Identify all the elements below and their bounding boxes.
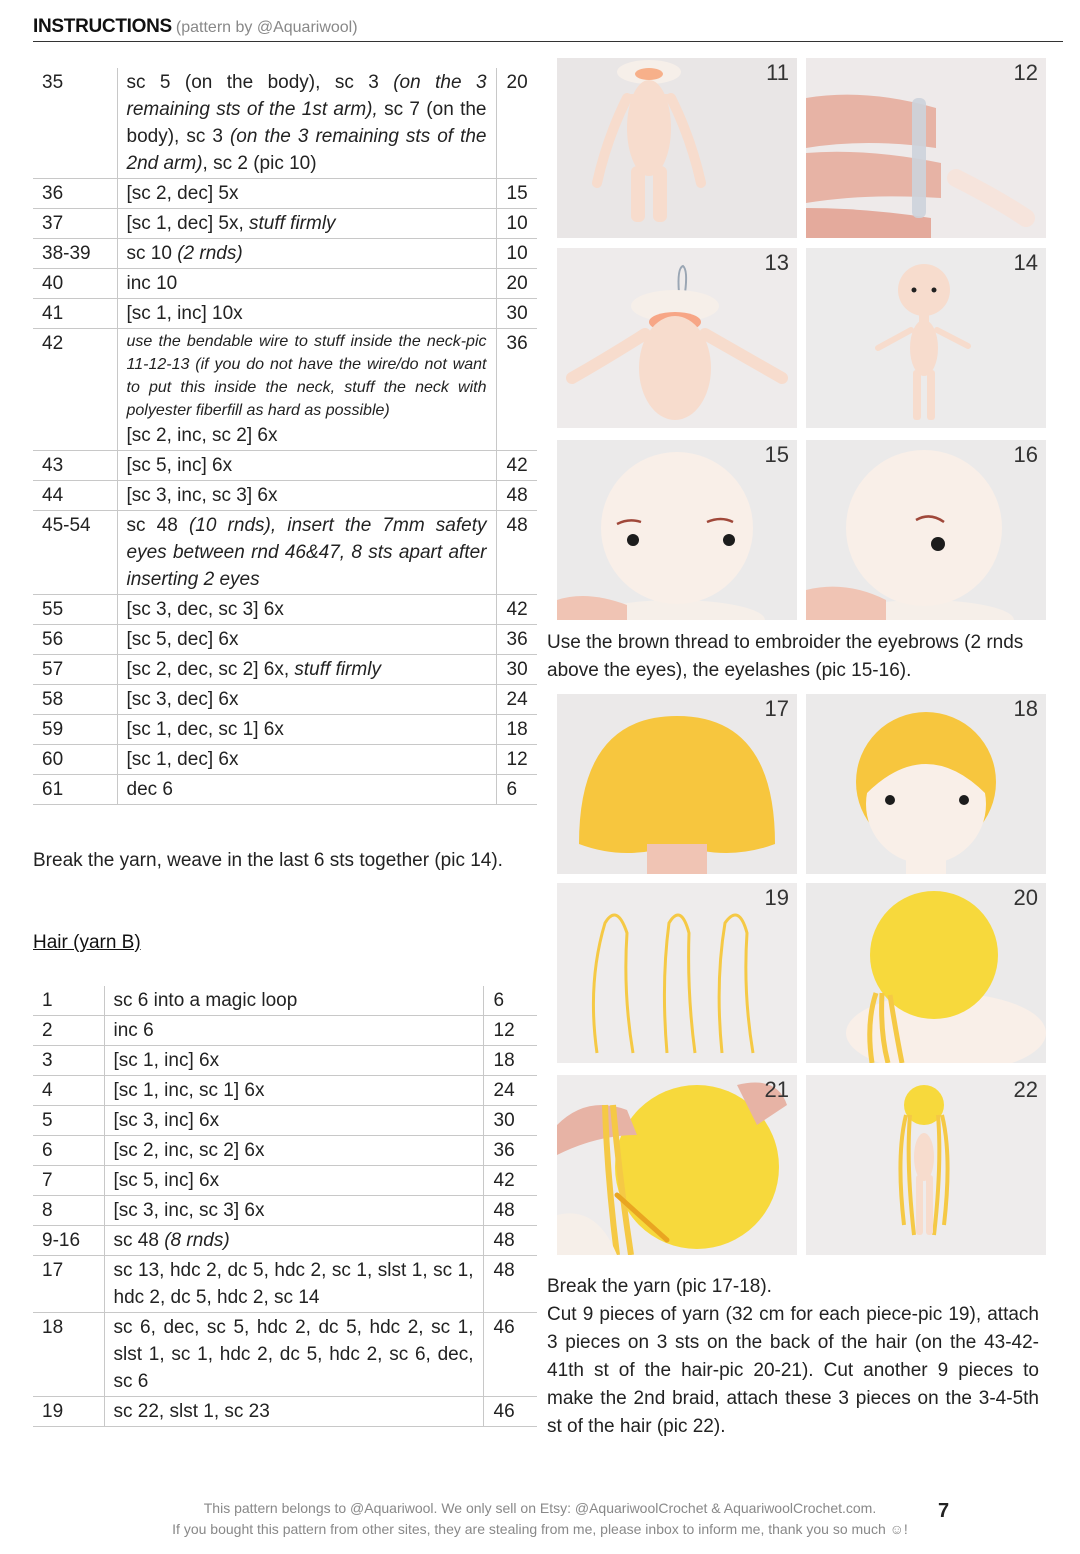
round-number: 42: [33, 329, 117, 451]
stitch-instruction: [117, 68, 496, 179]
instruction-text: (10 rnds), insert the 7mm safety eyes between rnd 46&47, 8 sts apart after inserting 2 eyes: [126, 515, 487, 590]
instruction-text: [sc 5, dec] 6x: [126, 629, 239, 650]
photo-18-doll-with-hair-cap: [806, 694, 1046, 874]
body-pattern-row: [33, 329, 537, 451]
stitch-instruction: [117, 511, 496, 595]
page-footer: [0, 1498, 1080, 1540]
stitch-count: 24: [496, 685, 537, 715]
photo-12-hand-wire: [806, 58, 1046, 238]
photo-number: 11: [766, 60, 789, 85]
stitch-instruction: [117, 269, 496, 299]
round-number: 41: [33, 299, 117, 329]
photo-13-wire-in-neck: [557, 248, 797, 428]
body-pattern-row: [33, 715, 537, 745]
stitch-count: 18: [483, 1046, 537, 1076]
instruction-text: [sc 1, dec] 6x: [126, 749, 239, 770]
stitch-instruction: [104, 1313, 483, 1397]
footer-line-1: This pattern belongs to @Aquariwool. We only sell on Etsy: @AquariwoolCrochet & AquariwoolCrochet.com.: [203, 1500, 877, 1516]
instruction-text: [sc 2, inc, sc 2] 6x: [126, 425, 278, 446]
round-number: 59: [33, 715, 117, 745]
stitch-count: 48: [483, 1256, 537, 1313]
braid-instruction-text: Cut 9 pieces of yarn (32 cm for each piece-pic 19), attach 3 pieces on 3 sts on the back of the hair (on the 43-42-41th st of the hair-pic 20-21). Cut another 9 pieces to make the 2nd braid, attach these 3 pieces on the 3-4-5th st of the hair (pic 22).: [547, 1304, 1039, 1437]
stitch-count: 36: [496, 329, 537, 451]
instruction-text: sc 10: [126, 243, 178, 264]
body-pattern-row: [33, 511, 537, 595]
stitch-count: 15: [496, 179, 537, 209]
stitch-instruction: [104, 1397, 483, 1427]
instruction-text: inc 10: [126, 273, 178, 294]
hair-pattern-row: [33, 986, 537, 1016]
round-number: 61: [33, 775, 117, 805]
photo-21-attaching-yarn: [557, 1075, 797, 1255]
instruction-text: sc 22, slst 1, sc 23: [113, 1401, 270, 1422]
body-pattern-row: [33, 595, 537, 625]
break-yarn-text: Break the yarn, weave in the last 6 sts together (pic 14).: [33, 850, 503, 871]
stitch-instruction: [117, 209, 496, 239]
hair-heading: Hair (yarn B): [33, 932, 141, 953]
photo-number: 21: [764, 1077, 789, 1102]
round-number: 7: [33, 1166, 104, 1196]
photo-22-doll-with-long-hair: [806, 1075, 1046, 1255]
stitch-instruction: [117, 715, 496, 745]
stitch-instruction: [104, 1016, 483, 1046]
round-number: 55: [33, 595, 117, 625]
round-number: 3: [33, 1046, 104, 1076]
instruction-note: use the bendable wire to stuff inside the neck-pic 11-12-13 (if you do not have the wire/do not want to put this inside the neck, stuff the neck with polyester fiberfill as hard as possible): [126, 333, 487, 419]
photo-20-hair-back: [806, 883, 1046, 1063]
round-number: 18: [33, 1313, 104, 1397]
photo-number: 13: [764, 250, 789, 275]
photo-19-yarn-pieces: [557, 883, 797, 1063]
stitch-count: 30: [496, 299, 537, 329]
round-number: 37: [33, 209, 117, 239]
instruction-text: sc 48: [113, 1230, 165, 1251]
instruction-text: , sc 2 (pic 10): [202, 153, 317, 174]
photo-number: 12: [1013, 60, 1038, 85]
body-pattern-row: [33, 299, 537, 329]
header-title: INSTRUCTIONS: [33, 16, 172, 37]
stitch-count: 42: [496, 451, 537, 481]
photo-number: 17: [764, 696, 789, 721]
instruction-text: sc 7 (on the body), sc 3: [126, 99, 487, 147]
instruction-text: sc 6 into a magic loop: [113, 990, 298, 1011]
page-number: 7: [938, 1500, 950, 1522]
stitch-instruction: [104, 1136, 483, 1166]
footer-line-2: If you bought this pattern from other sites, they are stealing from me, please inbox to inform me, thank you so much ☺!: [172, 1521, 908, 1537]
stitch-instruction: [117, 685, 496, 715]
header-credit: (pattern by @Aquariwool): [175, 19, 358, 36]
stitch-count: 20: [496, 269, 537, 299]
stitch-instruction: [104, 1106, 483, 1136]
stitch-instruction: [117, 239, 496, 269]
stitch-count: 10: [496, 209, 537, 239]
stitch-count: 46: [483, 1313, 537, 1397]
stitch-instruction: [117, 179, 496, 209]
body-pattern-row: [33, 451, 537, 481]
photo-number: 19: [764, 885, 789, 910]
hair-pattern-row: [33, 1313, 537, 1397]
stitch-count: 36: [496, 625, 537, 655]
stitch-instruction: [104, 1076, 483, 1106]
body-pattern-row: [33, 625, 537, 655]
stitch-instruction: [117, 655, 496, 685]
round-number: 17: [33, 1256, 104, 1313]
stitch-count: 24: [483, 1076, 537, 1106]
stitch-instruction: [117, 775, 496, 805]
stitch-instruction: [117, 481, 496, 511]
instruction-text: [sc 2, inc, sc 2] 6x: [113, 1140, 265, 1161]
hair-pattern-row: [33, 1016, 537, 1046]
instruction-text: [sc 1, dec] 5x,: [126, 213, 249, 234]
photo-15-face-front: [557, 440, 797, 620]
stitch-count: 12: [496, 745, 537, 775]
round-number: 5: [33, 1106, 104, 1136]
stitch-instruction: [117, 299, 496, 329]
instruction-text: sc 48: [126, 515, 189, 536]
photo-14-doll-with-head: [806, 248, 1046, 428]
stitch-instruction: [117, 595, 496, 625]
stitch-count: 42: [496, 595, 537, 625]
stitch-instruction: [117, 625, 496, 655]
stitch-instruction: [104, 1166, 483, 1196]
round-number: 57: [33, 655, 117, 685]
round-number: 9-16: [33, 1226, 104, 1256]
stitch-instruction: [117, 451, 496, 481]
body-pattern-row: [33, 745, 537, 775]
body-pattern-row: [33, 68, 537, 179]
round-number: 43: [33, 451, 117, 481]
stitch-instruction: [104, 986, 483, 1016]
body-pattern-table: [33, 68, 537, 805]
instruction-text: (on the 3 remaining sts of the 2nd arm): [126, 126, 487, 174]
hair-pattern-row: [33, 1397, 537, 1427]
body-pattern-row: [33, 775, 537, 805]
round-number: 40: [33, 269, 117, 299]
stitch-count: 30: [496, 655, 537, 685]
instruction-text: (on the 3 remaining sts of the 1st arm),: [126, 72, 487, 120]
body-pattern-row: [33, 481, 537, 511]
instruction-text: [sc 2, dec, sc 2] 6x,: [126, 659, 295, 680]
stitch-count: 48: [496, 481, 537, 511]
stitch-instruction: [117, 329, 496, 451]
round-number: 8: [33, 1196, 104, 1226]
round-number: 36: [33, 179, 117, 209]
stitch-instruction: [104, 1196, 483, 1226]
instruction-text: inc 6: [113, 1020, 154, 1041]
round-number: 44: [33, 481, 117, 511]
instruction-text: [sc 5, inc] 6x: [113, 1170, 220, 1191]
break-yarn-hair-text: Break the yarn (pic 17-18).: [547, 1276, 772, 1297]
hair-pattern-row: [33, 1076, 537, 1106]
instruction-text: [sc 5, inc] 6x: [126, 455, 233, 476]
stitch-count: 36: [483, 1136, 537, 1166]
stitch-count: 42: [483, 1166, 537, 1196]
round-number: 60: [33, 745, 117, 775]
round-number: 58: [33, 685, 117, 715]
instruction-text: sc 5 (on the body), sc 3: [126, 72, 394, 93]
round-number: 35: [33, 68, 117, 179]
round-number: 45-54: [33, 511, 117, 595]
stitch-instruction: [104, 1046, 483, 1076]
hair-pattern-row: [33, 1196, 537, 1226]
photo-number: 20: [1013, 885, 1038, 910]
stitch-count: 46: [483, 1397, 537, 1427]
hair-pattern-row: [33, 1226, 537, 1256]
hair-pattern-row: [33, 1106, 537, 1136]
instruction-text: (2 rnds): [177, 243, 243, 264]
round-number: 38-39: [33, 239, 117, 269]
photo-17-hair-cap: [557, 694, 797, 874]
instruction-text: [sc 3, dec, sc 3] 6x: [126, 599, 284, 620]
round-number: 56: [33, 625, 117, 655]
stitch-count: 6: [483, 986, 537, 1016]
stitch-count: 10: [496, 239, 537, 269]
hair-pattern-table: [33, 986, 537, 1427]
body-pattern-row: [33, 239, 537, 269]
photo-number: 16: [1013, 442, 1038, 467]
hair-pattern-row: [33, 1046, 537, 1076]
round-number: 4: [33, 1076, 104, 1106]
instruction-text: [sc 3, inc, sc 3] 6x: [113, 1200, 265, 1221]
instruction-text: [sc 3, inc] 6x: [113, 1110, 220, 1131]
stitch-instruction: [117, 745, 496, 775]
photo-number: 22: [1013, 1077, 1038, 1102]
body-pattern-row: [33, 655, 537, 685]
photo-number: 14: [1013, 250, 1038, 275]
body-pattern-row: [33, 179, 537, 209]
instruction-text: sc 6, dec, sc 5, hdc 2, dc 5, hdc 2, sc 1, slst 1, sc 1, hdc 2, dc 5, hdc 2, sc 6, dec, sc 6: [113, 1317, 474, 1392]
stitch-count: 30: [483, 1106, 537, 1136]
instruction-text: sc 13, hdc 2, dc 5, hdc 2, sc 1, slst 1, sc 1, hdc 2, dc 5, hdc 2, sc 14: [113, 1260, 474, 1308]
body-pattern-row: [33, 209, 537, 239]
instruction-text: [sc 3, dec] 6x: [126, 689, 239, 710]
hair-pattern-row: [33, 1166, 537, 1196]
stitch-count: 6: [496, 775, 537, 805]
photo-16-face-side: [806, 440, 1046, 620]
page-header: [33, 16, 1063, 42]
photo-number: 15: [764, 442, 789, 467]
round-number: 6: [33, 1136, 104, 1166]
instruction-text: [sc 3, inc, sc 3] 6x: [126, 485, 278, 506]
round-number: 19: [33, 1397, 104, 1427]
instruction-text: [sc 1, inc, sc 1] 6x: [113, 1080, 265, 1101]
eyebrow-instruction-text: Use the brown thread to embroider the eyebrows (2 rnds above the eyes), the eyelashes (pic 15-16).: [547, 632, 1024, 681]
round-number: 2: [33, 1016, 104, 1046]
round-number: 1: [33, 986, 104, 1016]
instruction-text: stuff firmly: [294, 659, 381, 680]
photo-11-doll-body-neck: [557, 58, 797, 238]
instruction-text: [sc 1, inc] 6x: [113, 1050, 220, 1071]
stitch-count: 48: [483, 1226, 537, 1256]
stitch-instruction: [104, 1256, 483, 1313]
stitch-count: 12: [483, 1016, 537, 1046]
hair-pattern-row: [33, 1136, 537, 1166]
hair-pattern-row: [33, 1256, 537, 1313]
photo-number: 18: [1013, 696, 1038, 721]
body-pattern-row: [33, 685, 537, 715]
instruction-text: [sc 1, inc] 10x: [126, 303, 243, 324]
stitch-count: 20: [496, 68, 537, 179]
stitch-instruction: [104, 1226, 483, 1256]
instruction-text: [sc 1, dec, sc 1] 6x: [126, 719, 284, 740]
stitch-count: 48: [496, 511, 537, 595]
stitch-count: 48: [483, 1196, 537, 1226]
instruction-text: dec 6: [126, 779, 173, 800]
instruction-text: (8 rnds): [164, 1230, 230, 1251]
body-pattern-row: [33, 269, 537, 299]
instruction-text: [sc 2, dec] 5x: [126, 183, 239, 204]
stitch-count: 18: [496, 715, 537, 745]
instruction-text: stuff firmly: [249, 213, 336, 234]
